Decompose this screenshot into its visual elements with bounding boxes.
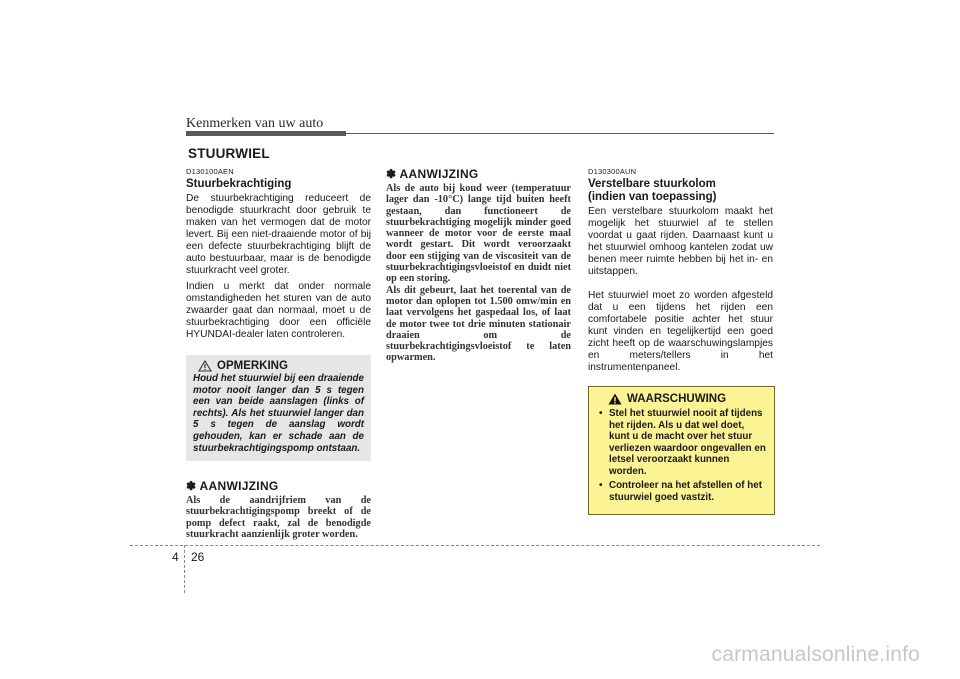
header-title: Kenmerken van uw auto (186, 116, 324, 131)
opmerking-header (193, 360, 364, 372)
footer-divider (130, 545, 820, 546)
note-text: Als dit gebeurt, laat het toerental van de motor dan oplopen tot 1.500 omw/min en laat vervolgens het gaspedaal los, of laat de motor twee tot drie minuten stationair draaien om de stuurbekrachtigingsvloeistof te laten opwarmen. (386, 284, 571, 364)
section-code: D130100AEN (186, 167, 234, 176)
heading-verstelbare-stuurkolom (588, 178, 773, 204)
heading-stuurbekrachtiging: Stuurbekrachtiging (186, 178, 292, 190)
paragraph: De stuurbekrachtiging reduceert de benodigde stuurkracht door gebruik te maken van het vermogen dat de motor levert. Bij een niet-draaiende motor of bij een defecte stuurbekrachtiging blijft de auto bestuurbaar, maar is de benodigde stuurkracht veel groter. (186, 193, 371, 276)
header-rule (346, 133, 774, 134)
warning-list (597, 408, 766, 503)
paragraph: Indien u merkt dat onder normale omstandigheden het sturen van de auto zwaarder gaat dan normaal, moet u de stuurbekrachtiging door een officiële HYUNDAI-dealer laten controleren. (186, 281, 371, 340)
note-text: Als de auto bij koud weer (temperatuur lager dan -10°C) lange tijd buiten heeft gestaan, dan functioneert de stuurbekrachtiging mogelijk minder goed wanneer de motor voor de eerste maal wordt gestart. Dit wordt veroorzaakt door een stijging van de viscositeit van de stuurbekrachtigingsvloeistof en duidt niet op een storing. (386, 183, 571, 285)
section-code: D130300AUN (588, 167, 637, 176)
column-right (588, 167, 773, 515)
opmerking-text: Houd het stuurwiel bij een draaiende motor nooit langer dan 5 s tegen een van beide aanslagen (links of rechts). Als het stuurwiel langer dan 5 s tegen de aanslag wordt gehouden, kan er schade aan de stuurbekrachtigingspomp ontstaan. (193, 373, 364, 454)
page-number: 26 (191, 550, 205, 564)
warning-header (597, 393, 766, 405)
footer-vertical-divider (184, 545, 185, 593)
note-title: ✽ AANWIJZING (186, 479, 279, 494)
paragraph: Een verstelbare stuurkolom maakt het mogelijk het stuurwiel af te stellen voordat u gaat rijden. Daarnaast kunt u het stuurwiel omhoog kantelen zodat uw benen meer ruimte hebben bij het in- en uitstappen. (588, 206, 773, 277)
warning-item: • Stel het stuurwiel nooit af tijdens het rijden. Als u dat wel doet, kunt u de macht over het stuur verliezen waardoor ongevallen en letsel veroorzaakt kunnen worden. (597, 408, 766, 477)
caution-triangle-icon (198, 360, 212, 372)
paragraph: Het stuurwiel moet zo worden afgesteld dat u een tijdens het rijden een comfortabele positie achter het stuur kunt vinden en tegelijkertijd een goed zicht heeft op de waarschuwingslampjes en meters/tellers in het instrumentenpaneel. (588, 290, 773, 373)
warning-triangle-icon (608, 393, 622, 405)
opmerking-title: OPMERKING (217, 360, 288, 372)
note-title: ✽ AANWIJZING (386, 167, 479, 181)
opmerking-box (186, 355, 371, 461)
heading-line: (indien van toepassing) (588, 191, 717, 203)
header-bar (186, 131, 346, 136)
column-left (186, 167, 371, 540)
chapter-number: 4 (172, 550, 179, 564)
warning-box (588, 386, 775, 515)
watermark: carmanualsonline.info (711, 643, 920, 666)
note-text: Als de aandrijfriem van de stuurbekrachtigingspomp breekt of de pomp defect raakt, zal de benodigde stuurkracht aanzienlijk groter worden. (186, 495, 371, 541)
warning-item: • Controleer na het afstellen of het stuurwiel goed vastzit. (597, 480, 766, 503)
heading-line: Verstelbare stuurkolom (588, 178, 716, 190)
column-middle (386, 167, 571, 364)
warning-title: WAARSCHUWING (627, 393, 727, 405)
section-title: STUURWIEL (188, 146, 270, 161)
